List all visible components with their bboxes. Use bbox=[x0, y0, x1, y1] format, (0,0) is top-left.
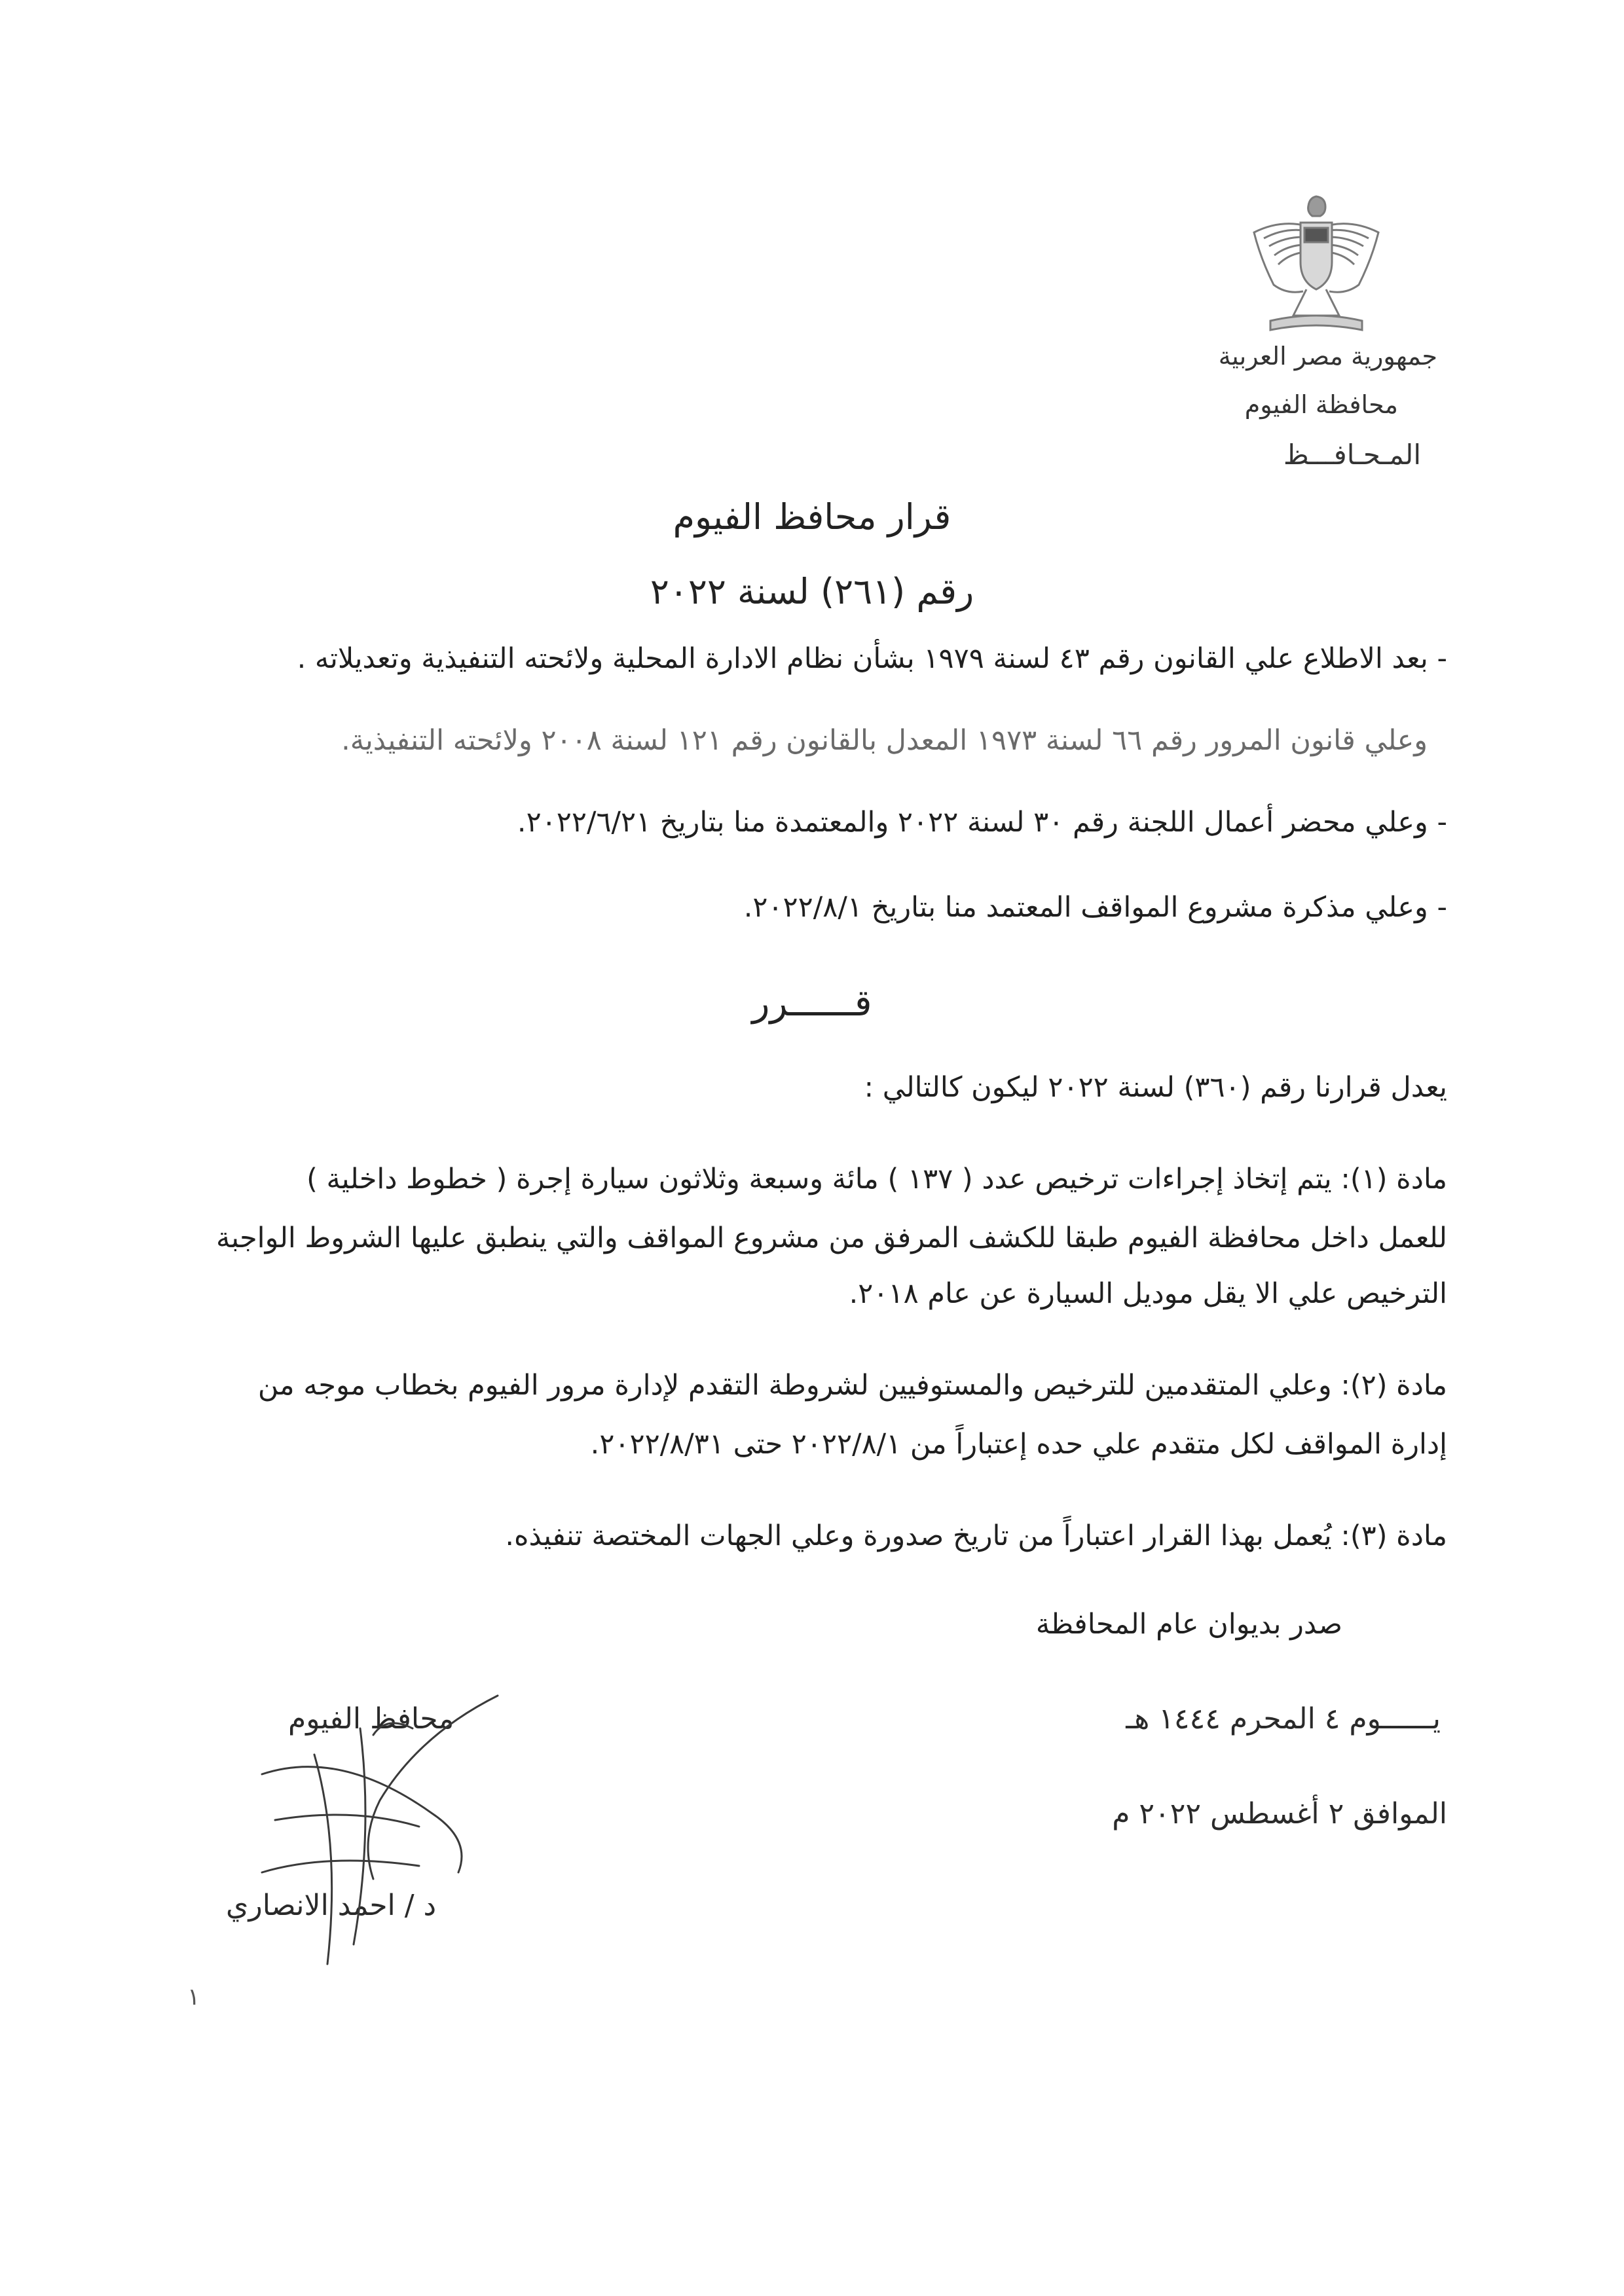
article-1-line-2: للعمل داخل محافظة الفيوم طبقا للكشف المرفق من مشروع المواقف والتي ينطبق عليها الشروط الواجبة bbox=[216, 1222, 1447, 1254]
date-hijri: يــــــوم ٤ المحرم ١٤٤٤ هـ bbox=[1126, 1702, 1441, 1736]
eagle-emblem-icon bbox=[1244, 190, 1388, 340]
header-office: المـحـافـــظ bbox=[1283, 439, 1421, 471]
issued-line: صدر بديوان عام المحافظة bbox=[1035, 1608, 1342, 1641]
intro-line: يعدل قرارنا رقم (٣٦٠) لسنة ٢٠٢٢ ليكون كالتالي : bbox=[864, 1071, 1447, 1104]
decree-title: قرار محافظ الفيوم bbox=[673, 496, 951, 538]
preamble-line-2: وعلي قانون المرور رقم ٦٦ لسنة ١٩٧٣ المعدل بالقانون رقم ١٢١ لسنة ٢٠٠٨ ولائحته التنفيذية. bbox=[341, 724, 1428, 757]
preamble-line-4: - وعلي مذكرة مشروع المواقف المعتمد منا بتاريخ ٢٠٢٢/٨/١. bbox=[743, 891, 1447, 924]
header-country: جمهورية مصر العربية bbox=[1218, 342, 1437, 371]
signatory-title: محافظ الفيوم bbox=[288, 1702, 454, 1736]
decree-number: رقم (٢٦١) لسنة ٢٠٢٢ bbox=[650, 571, 974, 612]
signatory-name: د / احمد الانصاري bbox=[226, 1889, 437, 1922]
article-3-line-1: مادة (٣): يُعمل بهذا القرار اعتباراً من تاريخ صدورة وعلي الجهات المختصة تنفيذه. bbox=[505, 1520, 1447, 1552]
article-2-line-2: إدارة المواقف لكل متقدم علي حده إعتباراً من ٢٠٢٢/٨/١ حتى ٢٠٢٢/٨/٣١. bbox=[590, 1428, 1447, 1461]
preamble-line-3: - وعلي محضر أعمال اللجنة رقم ٣٠ لسنة ٢٠٢٢ والمعتمدة منا بتاريخ ٢٠٢٢/٦/٢١. bbox=[517, 806, 1447, 839]
article-1-line-1: مادة (١): يتم إتخاذ إجراءات ترخيص عدد ( ١٣٧ ) مائة وسبعة وثلاثون سيارة إجرة ( خطوط داخلية ) bbox=[306, 1163, 1447, 1195]
margin-mark: ١ bbox=[187, 1984, 200, 2011]
preamble-line-1: - بعد الاطلاع علي القانون رقم ٤٣ لسنة ١٩٧٩ بشأن نظام الادارة المحلية ولائحته التنفيذية وتعديلاته . bbox=[297, 642, 1447, 675]
article-1-line-3: الترخيص علي الا يقل موديل السيارة عن عام ٢٠١٨. bbox=[849, 1277, 1447, 1310]
date-gregorian: الموافق ٢ أغسطس ٢٠٢٢ م bbox=[1112, 1797, 1447, 1831]
decision-heading: قــــــرر bbox=[752, 982, 872, 1025]
header-governorate: محافظة الفيوم bbox=[1244, 390, 1398, 419]
handwritten-signature bbox=[223, 1676, 563, 1990]
article-2-line-1: مادة (٢): وعلي المتقدمين للترخيص والمستوفيين لشروطة التقدم لإدارة مرور الفيوم بخطاب موجه من bbox=[257, 1369, 1447, 1402]
